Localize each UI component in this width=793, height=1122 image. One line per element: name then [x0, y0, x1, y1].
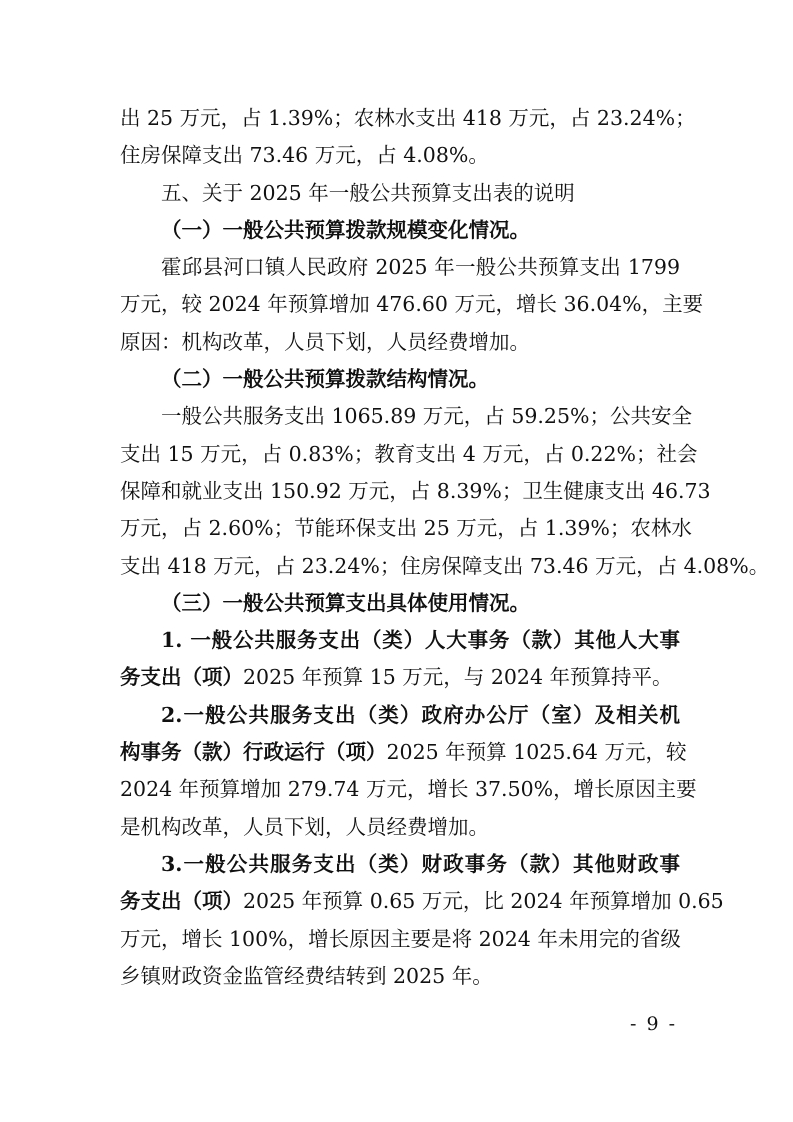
body-text	[120, 100, 770, 995]
paragraph-line: 住房保障支出 73.46 万元，占 4.08%。	[120, 143, 489, 168]
item-heading-tail: 务支出（项）	[120, 665, 243, 690]
item-heading-tail: 务支出（项）	[120, 889, 243, 914]
subsection-heading: （一）一般公共预算拨款规模变化情况。	[161, 217, 530, 242]
item-text: 2025 年预算 0.65 万元，比 2024 年预算增加 0.65	[243, 889, 724, 914]
paragraph-line: 支出 15 万元，占 0.83%；教育支出 4 万元，占 0.22%；社会	[120, 441, 698, 466]
item-text: 2025 年预算 1025.64 万元，较	[386, 740, 687, 765]
item-line	[120, 883, 724, 920]
paragraph-line: 支出 418 万元，占 23.24%；住房保障支出 73.46 万元，占 4.08%。	[120, 553, 770, 578]
item-heading-tail: 构事务（款）行政运行（项）	[120, 740, 387, 765]
item-heading-line: 3.一般公共服务支出（类）财政事务（款）其他财政事	[161, 851, 680, 876]
section-heading: 五、关于 2025 年一般公共预算支出表的说明	[161, 180, 575, 205]
paragraph-line: 原因：机构改革，人员下划，人员经费增加。	[120, 329, 530, 354]
paragraph-line: 2024 年预算增加 279.74 万元，增长 37.50%，增长原因主要	[120, 777, 697, 802]
paragraph-line: 保障和就业支出 150.92 万元，占 8.39%；卫生健康支出 46.73	[120, 478, 711, 503]
paragraph-line: 万元，较 2024 年预算增加 476.60 万元，增长 36.04%，主要	[120, 292, 704, 317]
item-line	[120, 734, 687, 771]
paragraph-line: 乡镇财政资金监管经费结转到 2025 年。	[120, 963, 493, 988]
item-line	[120, 659, 680, 696]
paragraph-line: 出 25 万元，占 1.39%；农林水支出 418 万元，占 23.24%；	[120, 106, 696, 130]
item-heading-line: 2.一般公共服务支出（类）政府办公厅（室）及相关机	[161, 702, 680, 727]
paragraph-line: 霍邱县河口镇人民政府 2025 年一般公共预算支出 1799	[161, 255, 680, 280]
subsection-heading: （三）一般公共预算支出具体使用情况。	[161, 590, 530, 615]
item-heading-line: 1. 一般公共服务支出（类）人大事务（款）其他人大事	[161, 628, 680, 653]
item-text: 2025 年预算 15 万元，与 2024 年预算持平。	[243, 665, 673, 690]
paragraph-line: 一般公共服务支出 1065.89 万元，占 59.25%；公共安全	[161, 404, 692, 429]
page-number: - 9 -	[629, 1013, 677, 1035]
paragraph-line: 是机构改革，人员下划，人员经费增加。	[120, 814, 489, 839]
paragraph-line: 万元，占 2.60%；节能环保支出 25 万元，占 1.39%；农林水	[120, 516, 692, 541]
subsection-heading: （二）一般公共预算拨款结构情况。	[161, 367, 489, 392]
paragraph-line: 万元，增长 100%，增长原因主要是将 2024 年未用完的省级	[120, 926, 681, 951]
